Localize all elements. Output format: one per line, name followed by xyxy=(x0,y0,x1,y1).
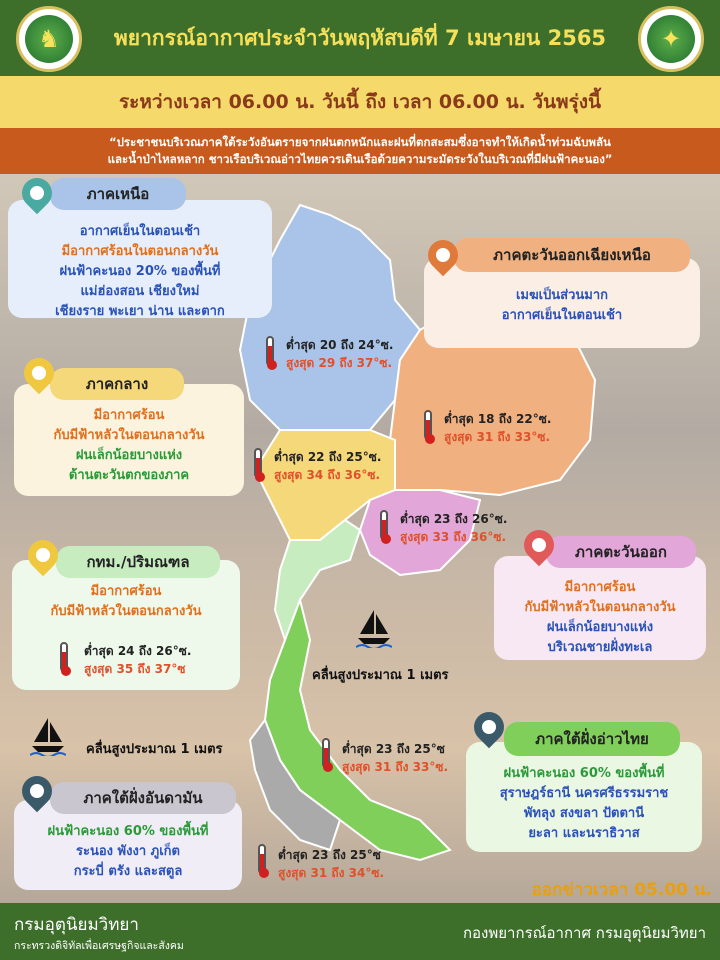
bangkok-temp-low: ต่ำสุด 24 ถึง 26°ซ. xyxy=(84,644,192,658)
central-card xyxy=(14,384,244,496)
central-line-4: ด้านตะวันตกของภาค xyxy=(68,468,190,483)
east-temp-low: ต่ำสุด 23 ถึง 26°ซ. xyxy=(400,512,508,526)
east-temp-high: สูงสุด 33 ถึง 36°ซ. xyxy=(400,530,507,544)
south-andaman-temp-high: สูงสุด 31 ถึง 34°ซ. xyxy=(278,866,385,880)
south-gulf-line-1: ฝนฟ้าคะนอง 60% ของพื้นที่ xyxy=(503,766,665,781)
sailboat-icon xyxy=(356,608,392,648)
south-andaman-line-1: ฝนฟ้าคะนอง 60% ของพื้นที่ xyxy=(47,824,209,839)
south-andaman-line-3: กระบี่ ตรัง และสตูล xyxy=(73,864,183,879)
south-andaman-temp-low: ต่ำสุด 23 ถึง 25°ซ xyxy=(278,848,381,862)
northeast-temp xyxy=(444,410,551,446)
south-gulf-line-2: สุราษฎร์ธานี นครศรีธรรมราช xyxy=(499,786,669,801)
page-title: พยากรณ์อากาศประจำวันพฤหัสบดีที่ 7 เมษายน 2565 xyxy=(113,25,607,50)
central-line-3: ฝนเล็กน้อยบางแห่ง xyxy=(75,448,183,463)
northeast-label: ภาคตะวันออกเฉียงเหนือ xyxy=(454,238,690,272)
bangkok-temp-high: สูงสุด 35 ถึง 37°ซ xyxy=(84,662,186,676)
thermometer-icon xyxy=(322,738,330,768)
south-gulf-label: ภาคใต้ฝั่งอ่าวไทย xyxy=(504,722,680,756)
thermometer-icon xyxy=(424,410,432,440)
north-line-1: อากาศเย็นในตอนเช้า xyxy=(79,224,201,239)
north-line-4: แม่ฮ่องสอน เชียงใหม่ xyxy=(80,284,200,299)
forecast-period: ระหว่างเวลา 06.00 น. วันนี้ ถึง เวลา 06.00 น. วันพรุ่งนี้ xyxy=(0,76,720,128)
south-gulf-temp-low: ต่ำสุด 23 ถึง 25°ซ xyxy=(342,742,445,756)
central-label: ภาคกลาง xyxy=(50,368,184,400)
deity-emblem-icon: ✦ xyxy=(647,15,695,63)
north-temp-high: สูงสุด 29 ถึง 37°ซ. xyxy=(286,356,393,370)
north-label: ภาคเหนือ xyxy=(50,178,186,210)
south-andaman-label: ภาคใต้ฝั่งอันดามัน xyxy=(50,782,236,814)
sailboat-icon xyxy=(30,716,66,756)
bangkok-temp xyxy=(84,642,191,678)
bangkok-line-2: กับมีฟ้าหลัวในตอนกลางวัน xyxy=(50,604,202,619)
north-line-2: มีอากาศร้อนในตอนกลางวัน xyxy=(61,244,219,259)
south-andaman-line-2: ระนอง พังงา ภูเก็ต xyxy=(76,844,180,859)
thermometer-icon xyxy=(258,844,266,874)
northeast-line-2: อากาศเย็นในตอนเช้า xyxy=(501,308,623,323)
east-line-3: ฝนเล็กน้อยบางแห่ง xyxy=(546,620,654,635)
warning-line-1: “ประชาชนบริเวณภาคใต้ระวังอันตรายจากฝนตกหนักและฝนที่ตกสะสมซึ่งอาจทำให้เกิดน้ำท่วมฉับพลัน xyxy=(109,135,611,149)
emblem-icon: ♞ xyxy=(25,15,73,63)
bangkok-label: กทม./ปริมณฑล xyxy=(56,546,220,578)
central-temp-low: ต่ำสุด 22 ถึง 25°ซ. xyxy=(274,450,382,464)
thermometer-icon xyxy=(380,510,388,540)
footer-org: กรมอุตุนิยมวิทยา xyxy=(14,915,139,935)
northeast-temp-high: สูงสุด 31 ถึง 33°ซ. xyxy=(444,430,551,444)
central-temp xyxy=(274,448,381,484)
footer-ministry: กระทรวงดิจิทัลเพื่อเศรษฐกิจและสังคม xyxy=(14,940,184,952)
footer-division: กองพยากรณ์อากาศ กรมอุตุนิยมวิทยา xyxy=(462,924,706,942)
east-label: ภาคตะวันออก xyxy=(546,536,696,568)
north-line-3: ฝนฟ้าคะนอง 20% ของพื้นที่ xyxy=(59,264,221,279)
east-temp xyxy=(400,510,507,546)
north-temp-low: ต่ำสุด 20 ถึง 24°ซ. xyxy=(286,338,394,352)
warning-line-2: และน้ำป่าไหลหลาก ชาวเรือบริเวณอ่าวไทยควรเดินเรือด้วยความระมัดระวังในบริเวณที่มีฝนฟ้าคะนอง” xyxy=(107,152,613,166)
thermometer-icon xyxy=(266,336,274,366)
south-gulf-card xyxy=(466,742,702,852)
east-line-1: มีอากาศร้อน xyxy=(564,580,636,595)
south-gulf-line-4: ยะลา และนราธิวาส xyxy=(528,826,640,841)
footer-bar xyxy=(0,903,720,960)
east-card xyxy=(494,556,706,660)
central-line-1: มีอากาศร้อน xyxy=(93,408,165,423)
thermometer-icon xyxy=(60,642,68,672)
south-gulf-line-3: พัทลุง สงขลา ปัตตานี xyxy=(523,806,645,821)
north-temp xyxy=(286,336,393,372)
north-line-5: เชียงราย พะเยา น่าน และตาก xyxy=(55,304,225,319)
bangkok-line-1: มีอากาศร้อน xyxy=(90,584,162,599)
issued-time: ออกข่าวเวลา 05.00 น. xyxy=(531,880,712,900)
east-line-2: กับมีฟ้าหลัวในตอนกลางวัน xyxy=(524,600,676,615)
north-card xyxy=(8,200,272,318)
central-line-2: กับมีฟ้าหลัวในตอนกลางวัน xyxy=(53,428,205,443)
central-temp-high: สูงสุด 34 ถึง 36°ซ. xyxy=(274,468,381,482)
south-gulf-temp xyxy=(342,740,448,776)
south-andaman-temp xyxy=(278,846,384,882)
east-line-4: บริเวณชายฝั่งทะเล xyxy=(547,640,653,655)
south-gulf-temp-high: สูงสุด 31 ถึง 33°ซ. xyxy=(342,760,449,774)
andaman-wave-text: คลื่นสูงประมาณ 1 เมตร xyxy=(86,742,223,757)
northeast-temp-low: ต่ำสุด 18 ถึง 22°ซ. xyxy=(444,412,552,426)
northeast-line-1: เมฆเป็นส่วนมาก xyxy=(515,288,609,303)
gulf-wave-text: คลื่นสูงประมาณ 1 เมตร xyxy=(312,668,449,683)
thermometer-icon xyxy=(254,448,262,478)
